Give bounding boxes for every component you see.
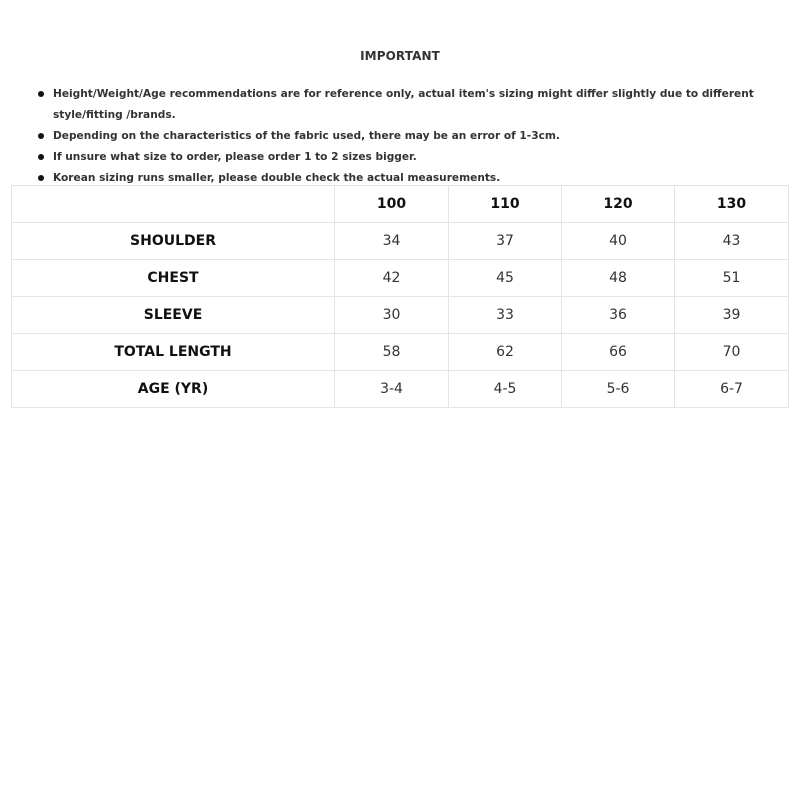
bullet-icon: [38, 154, 44, 160]
table-cell: 58: [335, 334, 449, 371]
table-row: [12, 371, 789, 408]
note-item: [36, 147, 784, 168]
row-label: TOTAL LENGTH: [12, 334, 335, 371]
column-header-size: 120: [562, 186, 675, 223]
column-header-size: 130: [675, 186, 789, 223]
table-cell: 37: [449, 223, 562, 260]
table-cell: 70: [675, 334, 789, 371]
row-label: CHEST: [12, 260, 335, 297]
notes-list: [36, 84, 784, 189]
table-cell: 39: [675, 297, 789, 334]
note-text: Height/Weight/Age recommendations are for reference only, actual item's sizing might differ slightly due to different style/fitting /brands.: [53, 88, 754, 121]
size-chart-table: [11, 185, 789, 408]
table-cell: 34: [335, 223, 449, 260]
row-label: SHOULDER: [12, 223, 335, 260]
table-row: [12, 334, 789, 371]
page-title: IMPORTANT: [360, 49, 440, 63]
table-cell: 6-7: [675, 371, 789, 408]
table-cell: 62: [449, 334, 562, 371]
row-label: SLEEVE: [12, 297, 335, 334]
table-row: [12, 260, 789, 297]
table-cell: 30: [335, 297, 449, 334]
table-cell: 66: [562, 334, 675, 371]
table-cell: 3-4: [335, 371, 449, 408]
table-cell: 45: [449, 260, 562, 297]
note-text: If unsure what size to order, please order 1 to 2 sizes bigger.: [53, 151, 417, 163]
note-item: [36, 126, 784, 147]
table-header-row: [12, 186, 789, 223]
table-cell: 5-6: [562, 371, 675, 408]
table-cell: 51: [675, 260, 789, 297]
table-cell: 48: [562, 260, 675, 297]
bullet-icon: [38, 91, 44, 97]
bullet-icon: [38, 175, 44, 181]
table-row: [12, 223, 789, 260]
table-cell: 43: [675, 223, 789, 260]
table-cell: 36: [562, 297, 675, 334]
note-text: Korean sizing runs smaller, please double check the actual measurements.: [53, 172, 501, 184]
note-item: [36, 84, 784, 126]
table-row: [12, 297, 789, 334]
column-header-size: 100: [335, 186, 449, 223]
note-text: Depending on the characteristics of the fabric used, there may be an error of 1-3cm.: [53, 130, 560, 142]
table-cell: 40: [562, 223, 675, 260]
table-corner-cell: [12, 186, 335, 223]
bullet-icon: [38, 133, 44, 139]
column-header-size: 110: [449, 186, 562, 223]
table-cell: 33: [449, 297, 562, 334]
table-cell: 4-5: [449, 371, 562, 408]
table-cell: 42: [335, 260, 449, 297]
row-label: AGE (YR): [12, 371, 335, 408]
